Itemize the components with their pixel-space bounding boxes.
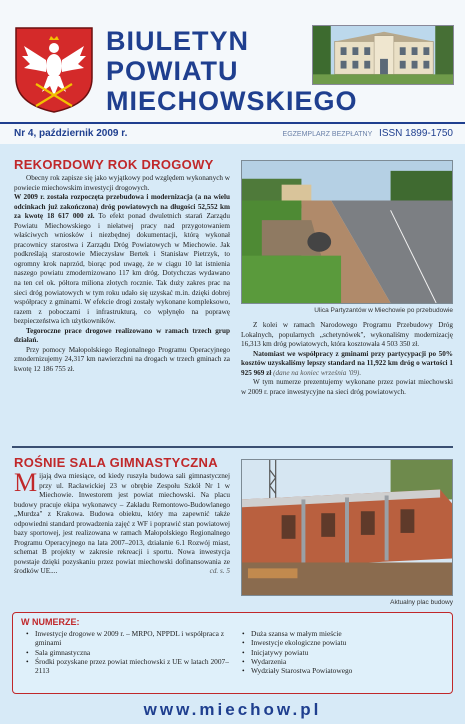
title-line-1: BIULETYN	[106, 26, 249, 56]
road-photo	[241, 160, 453, 304]
roads-paragraph-2: W 2009 r. została rozpoczęta przebudowa i modernizacja (a na wielu odcinkach już zakończona) dróg powiatowych na długości 52,552 km za kwotę 18 617 000 zł.	[14, 193, 230, 221]
title-line-3: MIECHOWSKIEGO	[106, 86, 358, 116]
contents-left-list	[25, 629, 230, 675]
issue-number: Nr 4, październik 2009 r.	[14, 128, 128, 139]
roads-right-paragraph-2-text: Natomiast we współpracy z gminami przy partycypacji po 50% kosztów uzyskaliśmy lepszy standard na 11,922 km dróg o wartości 1 925 969 zł	[241, 349, 453, 377]
contents-item: • Wydarzenia	[241, 657, 446, 666]
article-gym-heading: ROŚNIE SALA GIMNASTYCZNA	[14, 455, 218, 470]
contents-item: • Inwestycje ekologiczne powiatu	[241, 638, 446, 647]
contents-right-list	[241, 629, 446, 675]
roads-paragraph-5: Przy pomocy Małopolskiego Regionalnego Programu Operacyjnego zmodernizujemy 24,317 km nawierzchni na drogach w trzech gminach za kwotę 12 186 755 zł.	[14, 345, 230, 373]
contents-item: • Sala gimnastyczna	[25, 648, 230, 657]
issn-number: ISSN 1899-1750	[379, 128, 453, 139]
header	[0, 0, 465, 122]
roads-paragraph-3: To efekt ponad dwuletnich starań Zarządu Powiatu Miechowskiego i niełatwej pracy nad przygotowaniem właściwych wniosków i niezbędnej dokumentacji, którą wykonał pracownicy starostwa i Zarządu Dróg Powiatowych w Miechowie. Jak podkreślają starostowie Mieczysław Bertek i Stanisław Pietrzyk, to ogromny krok naprzód, biorąc pod uwagę, że w ciągu 10 lat istnienia naszego powiatu zmodernizowano 117 km dróg. Dotychczas wydawano na ten cel ok. półtora miliona złotych rocznie. Tak duży zakres prac na sieci dróg powiatowych w tym roku udało się uzyskać m.in. dzięki dobrej współpracy z gminami. W efekcie drogi zostały wykonane kompleksowo, razem z poboczami i infrastrukturą, co wpłynęło na poprawę bezpieczeństwa ich użytkowników.	[14, 212, 230, 326]
roads-right-paragraph-2	[241, 350, 453, 379]
issue-info-bar	[0, 122, 465, 144]
contents-item: • Duża szansa w małym mieście	[241, 629, 446, 638]
gym-text: ijają dwa miesiące, od kiedy ruszyła budowa sali gimnastycznej przy ul. Racławickiej 23 w obrębie Zespołu Szkół Nr 1 w Miechowie. Inwestorem jest powiat miechowski. Na placu budowy pracuje ekipa wykonawcy – Zakładu Remontowo-Budowlanego „Murdza" z Krakowa. Budowa obiektu, który ma zapewnić także odpowiedni standard prowadzenia zajęć z WF i poprawić stan powiatowej bazy sportowej, jest realizowana w ramach Małopolskiego Regionalnego Programu Operacyjnego na lata 2007–2013, działanie 6.1 Rozwój miast, schemat B projekty w zakresie rekreacji i sportu. Nowa inwestycja powstaje dzięki pozyskaniu przez powiat miechowski dofinansowania ze środków UE....	[14, 472, 230, 576]
contents-title: W NUMERZE:	[21, 617, 80, 627]
roads-data-note: (dane na koniec września '09).	[273, 368, 362, 377]
in-this-issue-box	[12, 612, 453, 694]
roads-right-paragraph-1: Z kolei w ramach Narodowego Programu Przebudowy Dróg Lokalnych, popularnych „schetynówek", wykonaliśmy modernizację 16,313 km dróg powiatowych, która kosztowała 4 503 350 zł.	[241, 321, 453, 349]
contents-item: • Inicjatywy powiatu	[241, 648, 446, 657]
article-roads-body-right	[241, 321, 453, 397]
road-photo-caption: Ulica Partyzantów w Miechowie po przebudowie	[314, 307, 453, 314]
issn-block	[283, 128, 453, 139]
title-line-2: POWIATU	[106, 56, 239, 86]
roads-right-paragraph-3: W tym numerze prezentujemy wykonane przez powiat miechowski w 2009 r. prace inwestycyjne na sieci dróg powiatowych.	[241, 378, 453, 396]
county-office-photo	[312, 25, 454, 85]
website-url[interactable]: www.miechow.pl	[143, 700, 322, 719]
roads-paragraph-1: Obecny rok zapisze się jako wyjątkowy pod względem wykonanych w powiecie miechowskim inwestycji drogowych.	[14, 174, 230, 192]
contents-item: • Środki pozyskane przez powiat miechowski z UE w latach 2007–2113	[25, 657, 230, 676]
free-copy-label: EGZEMPLARZ BEZPŁATNY	[282, 131, 373, 138]
construction-photo-caption: Aktualny plac budowy	[390, 599, 453, 606]
section-divider	[12, 446, 453, 448]
contents-item: • Inwestycje drogowe w 2009 r. – MRPO, NPPDL i współpraca z gminami	[25, 629, 230, 648]
roads-paragraph-4: Tegoroczne prace drogowe realizowano w ramach trzech grup działań.	[14, 326, 230, 345]
coat-of-arms-icon	[14, 26, 94, 114]
continued-note: cd. s. 5	[209, 567, 230, 576]
article-roads-body-left	[14, 174, 230, 374]
article-gym-body	[14, 468, 230, 577]
dropcap-letter: M	[14, 468, 38, 497]
article-roads-heading: REKORDOWY ROK DROGOWY	[14, 157, 214, 172]
construction-photo	[241, 459, 453, 596]
contents-item: • Wydziały Starostwa Powiatowego	[241, 666, 446, 675]
